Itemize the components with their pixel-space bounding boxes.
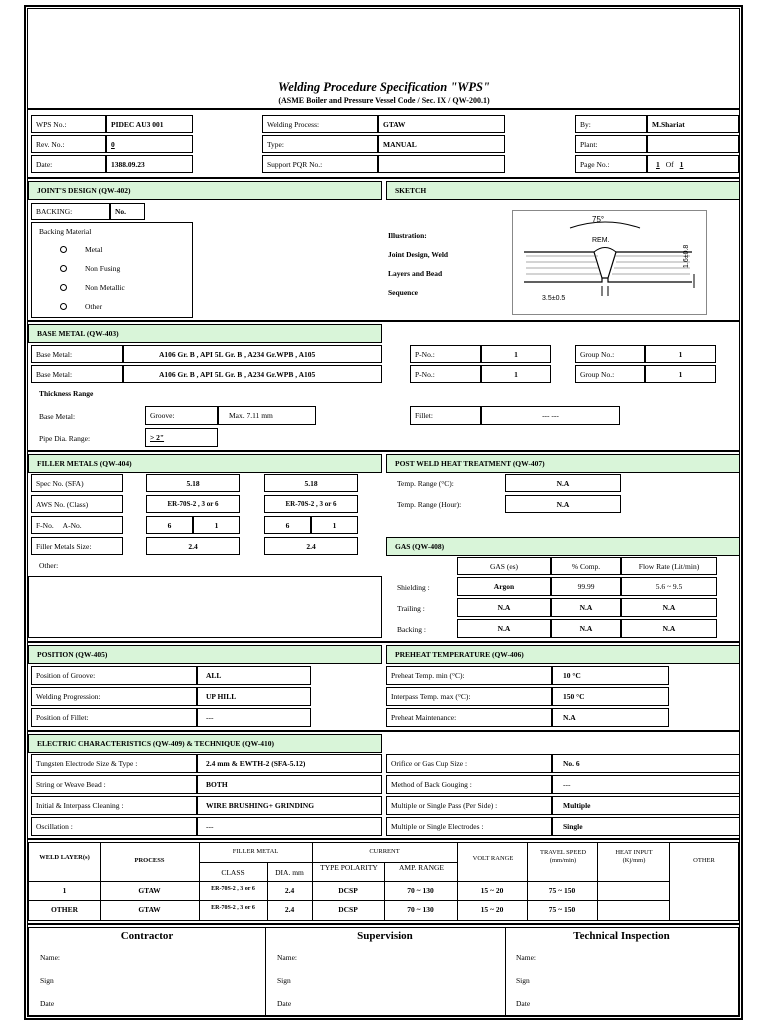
option-label: Non Fusing: [85, 264, 121, 273]
page-count: 1: [679, 159, 684, 169]
row-dia: 2.4: [284, 905, 295, 914]
sketch-rem: REM.: [592, 237, 610, 244]
row-type: DCSP: [338, 905, 358, 914]
row-layer: 1: [62, 886, 67, 895]
filler-size-value-2: 2.4: [264, 537, 358, 555]
gas-value: N.A: [457, 619, 551, 638]
gas-flow-value: N.A: [621, 619, 717, 638]
option-label: Other: [85, 302, 103, 311]
spec-no-label: Spec No. (SFA): [31, 474, 123, 492]
separator: [27, 923, 740, 925]
backing-material-label: Backing Material: [39, 227, 92, 236]
pqr-value: [378, 155, 505, 173]
group-no-value: 1: [645, 345, 716, 363]
row-speed: 75 ~ 150: [548, 886, 576, 895]
p-no-value: 1: [481, 365, 551, 383]
by-value: M.Shariat: [647, 115, 739, 133]
option-non-fusing[interactable]: [60, 264, 120, 273]
separator: [27, 450, 740, 452]
col-process: PROCESS: [134, 857, 165, 864]
supervision-date-label: Date: [277, 999, 292, 1008]
aws-no-value-1: ER-70S-2 , 3 or 6: [146, 495, 240, 513]
group-no-value: 1: [645, 365, 716, 383]
groove-label: Groove:: [145, 406, 218, 425]
p-no-label: P-No.:: [410, 345, 481, 363]
electric-heading: ELECTRIC CHARACTERISTICS (QW-409) & TECHNIQUE (QW-410): [28, 734, 382, 753]
row-dia: 2.4: [284, 886, 295, 895]
gas-heading: GAS (QW-408): [386, 537, 740, 556]
page-subtitle: (ASME Boiler and Pressure Vessel Code / Sec. IX / QW-200.1): [278, 96, 490, 105]
preheat-min-label: Preheat Temp. min (°C):: [386, 666, 552, 685]
inspection-date-label: Date: [516, 999, 531, 1008]
sketch-heading: SKETCH: [386, 181, 740, 200]
base-metal-value: A106 Gr. B , API 5L Gr. B , A234 Gr.WPB , A105: [123, 365, 382, 383]
gas-row-label: Shielding :: [397, 582, 430, 592]
of-label: Of: [665, 159, 674, 169]
base-metal-heading: BASE METAL (QW-403): [28, 324, 382, 343]
preheat-min-value: 10 °C: [552, 666, 669, 685]
row-amp: 70 ~ 130: [407, 905, 434, 914]
date-value: 1388.09.23: [106, 155, 193, 173]
gas-col-gas: GAS (es): [457, 557, 551, 575]
contractor-sign-label: Sign: [40, 976, 54, 985]
row-class: ER-70S-2 , 3 or 6: [211, 905, 255, 911]
row-class: ER-70S-2 , 3 or 6: [211, 886, 255, 892]
f-no-value-1: 6: [146, 516, 193, 534]
a-no-value-1: 1: [193, 516, 240, 534]
fillet-value: --- ---: [481, 406, 620, 425]
col-travel-speed: TRAVEL SPEED (mm/min): [539, 849, 587, 864]
separator: [27, 320, 740, 322]
col-weld-layer: WELD LAYER(s): [39, 854, 90, 861]
electric-value: ---: [197, 817, 382, 836]
base-metal-value: A106 Gr. B , API 5L Gr. B , A234 Gr.WPB , A105: [123, 345, 382, 363]
filler-size-value-1: 2.4: [146, 537, 240, 555]
date-label: Date:: [31, 155, 106, 173]
technique-label: Multiple or Single Electrodes :: [386, 817, 552, 836]
electric-label: String or Weave Bead :: [31, 775, 197, 794]
option-label: Metal: [85, 245, 103, 254]
groove-value: Max. 7.11 mm: [218, 406, 316, 425]
gas-col-comp: % Comp.: [551, 557, 621, 575]
pwht-temp-value: N.A: [505, 474, 621, 492]
position-heading: POSITION (QW-405): [28, 645, 382, 664]
contractor-date-label: Date: [40, 999, 55, 1008]
gas-comp-value: 99.99: [551, 577, 621, 596]
group-no-label: Group No.:: [575, 365, 645, 383]
radio-icon[interactable]: [60, 284, 67, 291]
electric-value: WIRE BRUSHING+ GRINDING: [197, 796, 382, 815]
supervision-title: Supervision: [357, 930, 413, 942]
preheat-maint-label: Preheat Maintenance:: [386, 708, 552, 727]
gas-flow-value: N.A: [621, 598, 717, 617]
gas-value: Argon: [457, 577, 551, 596]
illustration-line: Illustration:: [388, 231, 427, 240]
gas-row-label: Trailing :: [397, 603, 425, 613]
technique-label: Orifice or Gas Cup Size :: [386, 754, 552, 773]
supervision-name-label: Name:: [277, 953, 297, 962]
col-class: CLASS: [221, 868, 245, 877]
page-value: [647, 155, 739, 173]
f-a-no-label: F-No. A-No.: [31, 516, 123, 534]
process-value: GTAW: [378, 115, 505, 133]
pwht-heading: POST WELD HEAT TREATMENT (QW-407): [386, 454, 740, 473]
a-no-value-2: 1: [311, 516, 358, 534]
row-process: GTAW: [138, 905, 161, 914]
filler-metals-heading: FILLER METALS (QW-404): [28, 454, 382, 473]
gas-flow-value: 5.6 ~ 9.5: [621, 577, 717, 596]
gas-value: N.A: [457, 598, 551, 617]
row-volt: 15 ~ 20: [480, 905, 504, 914]
illustration-line: Layers and Bead: [388, 269, 443, 278]
page-number: 1: [656, 159, 660, 169]
other-box: [28, 576, 382, 638]
page-label: Page No.:: [575, 155, 647, 173]
interpass-max-value: 150 °C: [552, 687, 669, 706]
joint-sketch: [512, 210, 707, 315]
row-type: DCSP: [338, 886, 358, 895]
grid-line: [669, 843, 670, 920]
col-type-polarity: TYPE POLARITY: [320, 863, 378, 872]
rev-no-value: 0: [106, 135, 193, 153]
page-title: Welding Procedure Specification "WPS": [278, 80, 490, 94]
technique-value: Multiple: [552, 796, 740, 815]
fillet-position-value: ---: [197, 708, 311, 727]
gas-row-label: Backing :: [397, 624, 426, 634]
joint-design-heading: JOINT'S DESIGN (QW-402): [28, 181, 382, 200]
aws-no-label: AWS No. (Class): [31, 495, 123, 513]
wps-no-label: WPS No.:: [31, 115, 106, 133]
option-metal[interactable]: [60, 245, 103, 254]
f-no-value-2: 6: [264, 516, 311, 534]
interpass-max-label: Interpass Temp. max (°C):: [386, 687, 552, 706]
option-non-metallic[interactable]: [60, 283, 125, 292]
pwht-time-label: Temp. Range (Hour):: [397, 499, 462, 509]
grid-line: [29, 881, 669, 882]
separator: [27, 108, 740, 110]
electric-label: Initial & Interpass Cleaning :: [31, 796, 197, 815]
p-no-label: P-No.:: [410, 365, 481, 383]
fillet-label: Fillet:: [410, 406, 481, 425]
backing-label: BACKING:: [31, 203, 110, 220]
electric-label: Oscillation :: [31, 817, 197, 836]
row-process: GTAW: [138, 886, 161, 895]
sketch-gap: 3.5±0.5: [542, 295, 566, 302]
type-value: MANUAL: [378, 135, 505, 153]
grid-line: [29, 900, 669, 901]
preheat-heading: PREHEAT TEMPERATURE (QW-406): [386, 645, 740, 664]
illustration-line: Joint Design, Weld: [388, 250, 449, 259]
gas-col-flow: Flow Rate (Lit/min): [621, 557, 717, 575]
col-heat-input: HEAT INPUT (Kj/mm): [615, 849, 653, 864]
supervision-sign-label: Sign: [277, 976, 291, 985]
base-metal-label: Base Metal:: [31, 345, 123, 363]
preheat-maint-value: N.A: [552, 708, 669, 727]
gas-comp-value: N.A: [551, 598, 621, 617]
contractor-name-label: Name:: [40, 953, 60, 962]
filler-size-label: Filler Metals Size:: [31, 537, 123, 555]
separator: [27, 730, 740, 732]
col-volt-range: VOLT RANGE: [472, 855, 514, 862]
radio-icon[interactable]: [60, 303, 67, 310]
row-amp: 70 ~ 130: [407, 886, 434, 895]
inspection-title: Technical Inspection: [573, 930, 670, 942]
plant-label: Plant:: [575, 135, 647, 153]
technique-label: Method of Back Gouging :: [386, 775, 552, 794]
gas-comp-value: N.A: [551, 619, 621, 638]
option-other[interactable]: [60, 302, 102, 311]
backing-value: No.: [110, 203, 145, 220]
technique-value: Single: [552, 817, 740, 836]
option-label: Non Metallic: [85, 283, 125, 292]
radio-icon[interactable]: [60, 265, 67, 272]
type-label: Type:: [262, 135, 378, 153]
inspection-sign-label: Sign: [516, 976, 530, 985]
fillet-position-label: Position of Fillet:: [31, 708, 197, 727]
signature-block: [28, 927, 739, 1016]
col-amp-range: AMP. RANGE: [398, 863, 444, 872]
backing-material-box: [31, 222, 193, 318]
row-speed: 75 ~ 150: [548, 905, 576, 914]
by-label: By:: [575, 115, 647, 133]
separator: [27, 641, 740, 643]
wps-no-value: PIDEC AU3 001: [106, 115, 193, 133]
row-volt: 15 ~ 20: [480, 886, 504, 895]
spec-no-value-2: 5.18: [264, 474, 358, 492]
progression-label: Welding Progression:: [31, 687, 197, 706]
separator: [27, 177, 740, 179]
pwht-time-value: N.A: [505, 495, 621, 513]
groove-position-value: ALL: [197, 666, 311, 685]
electric-label: Tungsten Electrode Size & Type :: [31, 754, 197, 773]
col-other: OTHER: [693, 857, 715, 864]
process-label: Welding Process:: [262, 115, 378, 133]
technique-label: Multiple or Single Pass (Per Side) :: [386, 796, 552, 815]
radio-icon[interactable]: [60, 246, 67, 253]
base-metal-label: Base Metal:: [31, 365, 123, 383]
illustration-line: Sequence: [388, 288, 418, 297]
spec-no-value-1: 5.18: [146, 474, 240, 492]
col-dia: DIA. mm: [275, 868, 304, 877]
plant-value: [647, 135, 739, 153]
col-current: CURRENT: [369, 848, 400, 855]
col-filler-metal: FILLER METAL: [232, 848, 279, 855]
thickness-range-label: Thickness Range: [39, 389, 94, 398]
technique-value: ---: [552, 775, 740, 794]
aws-no-value-2: ER-70S-2 , 3 or 6: [264, 495, 358, 513]
illustration-text: [388, 226, 448, 302]
pipe-dia-value: > 2": [145, 428, 218, 447]
sketch-land: 1.6±0.8: [683, 244, 690, 268]
weld-layers-table: [28, 842, 739, 921]
row-layer: OTHER: [50, 905, 79, 914]
groove-position-label: Position of Groove:: [31, 666, 197, 685]
thickness-base-metal-label: Base Metal:: [39, 411, 76, 421]
sketch-angle: 75°: [592, 215, 605, 224]
rev-no-label: Rev. No.:: [31, 135, 106, 153]
p-no-value: 1: [481, 345, 551, 363]
contractor-title: Contractor: [120, 930, 174, 942]
pwht-temp-label: Temp. Range (°C):: [397, 478, 454, 488]
group-no-label: Group No.:: [575, 345, 645, 363]
pqr-label: Support PQR No.:: [262, 155, 378, 173]
other-label: Other:: [39, 561, 59, 570]
separator: [27, 838, 740, 840]
electric-value: 2.4 mm & EWTH-2 (SFA-5.12): [197, 754, 382, 773]
progression-value: UP HILL: [197, 687, 311, 706]
pipe-dia-label: Pipe Dia. Range:: [39, 433, 91, 443]
technique-value: No. 6: [552, 754, 740, 773]
inspection-name-label: Name:: [516, 953, 536, 962]
electric-value: BOTH: [197, 775, 382, 794]
